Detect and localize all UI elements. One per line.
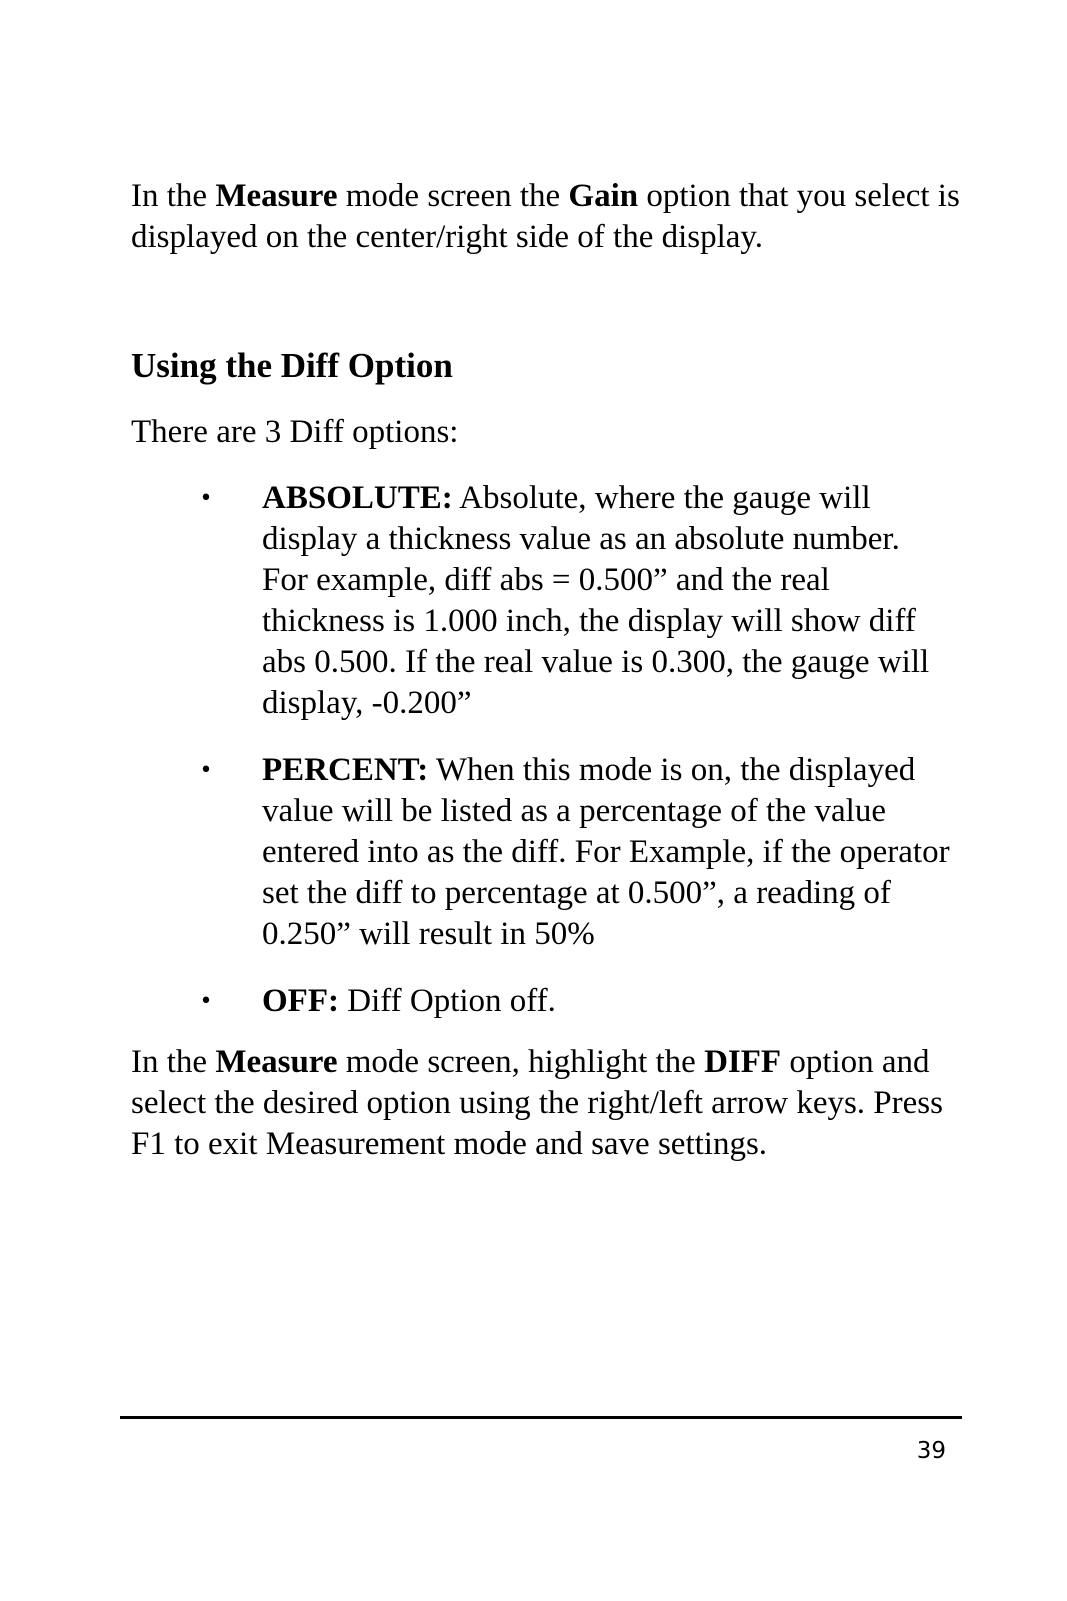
outro-text-3: option and select the desired option using the right/left arrow keys. Press F1 to exit Measurement mode and save settings.	[131, 1044, 943, 1162]
footer-divider	[120, 1416, 962, 1419]
lead-paragraph: There are 3 Diff options:	[131, 414, 459, 450]
intro-bold-gain: Gain	[568, 178, 639, 214]
outro-paragraph	[131, 1042, 961, 1165]
list-item-absolute	[0, 478, 952, 724]
intro-text-1: In the	[131, 178, 216, 214]
intro-paragraph	[131, 176, 961, 258]
intro-text-2: mode screen the	[337, 178, 569, 214]
outro-text-2: mode screen, highlight the	[337, 1044, 705, 1080]
list-item-text: When this mode is on, the displayed value will be listed as a percentage of the value entered into as the diff. For Example, if the operator set the diff to percentage at 0.500”, a reading of 0.250” will result in 50%	[262, 752, 950, 952]
outro-text-1: In the	[131, 1044, 216, 1080]
bullet-icon: •	[199, 758, 213, 783]
list-item-text: Absolute, where the gauge will display a thickness value as an absolute number. For example, diff abs = 0.500” and the real thickness is 1.000 inch, the display will show diff abs 0.500. If the real value is 0.300, the gauge will display, -0.200”	[262, 480, 930, 721]
list-item-percent	[0, 750, 952, 955]
intro-bold-measure: Measure	[215, 178, 338, 214]
outro-bold-diff: DIFF	[704, 1044, 782, 1080]
page-number: 39	[916, 1438, 946, 1464]
list-item-label: PERCENT:	[262, 752, 429, 788]
outro-bold-measure: Measure	[215, 1044, 338, 1080]
bullet-icon: •	[199, 486, 213, 511]
list-item-off	[0, 981, 952, 1022]
section-heading: Using the Diff Option	[131, 346, 453, 385]
intro-text-3: option that you select is displayed on the center/right side of the display.	[131, 178, 960, 255]
diff-options-list	[0, 478, 1067, 1048]
list-item-label: OFF:	[262, 983, 339, 1019]
list-item-text: Diff Option off.	[338, 983, 556, 1019]
bullet-icon: •	[199, 989, 213, 1014]
list-item-label: ABSOLUTE:	[262, 480, 453, 516]
